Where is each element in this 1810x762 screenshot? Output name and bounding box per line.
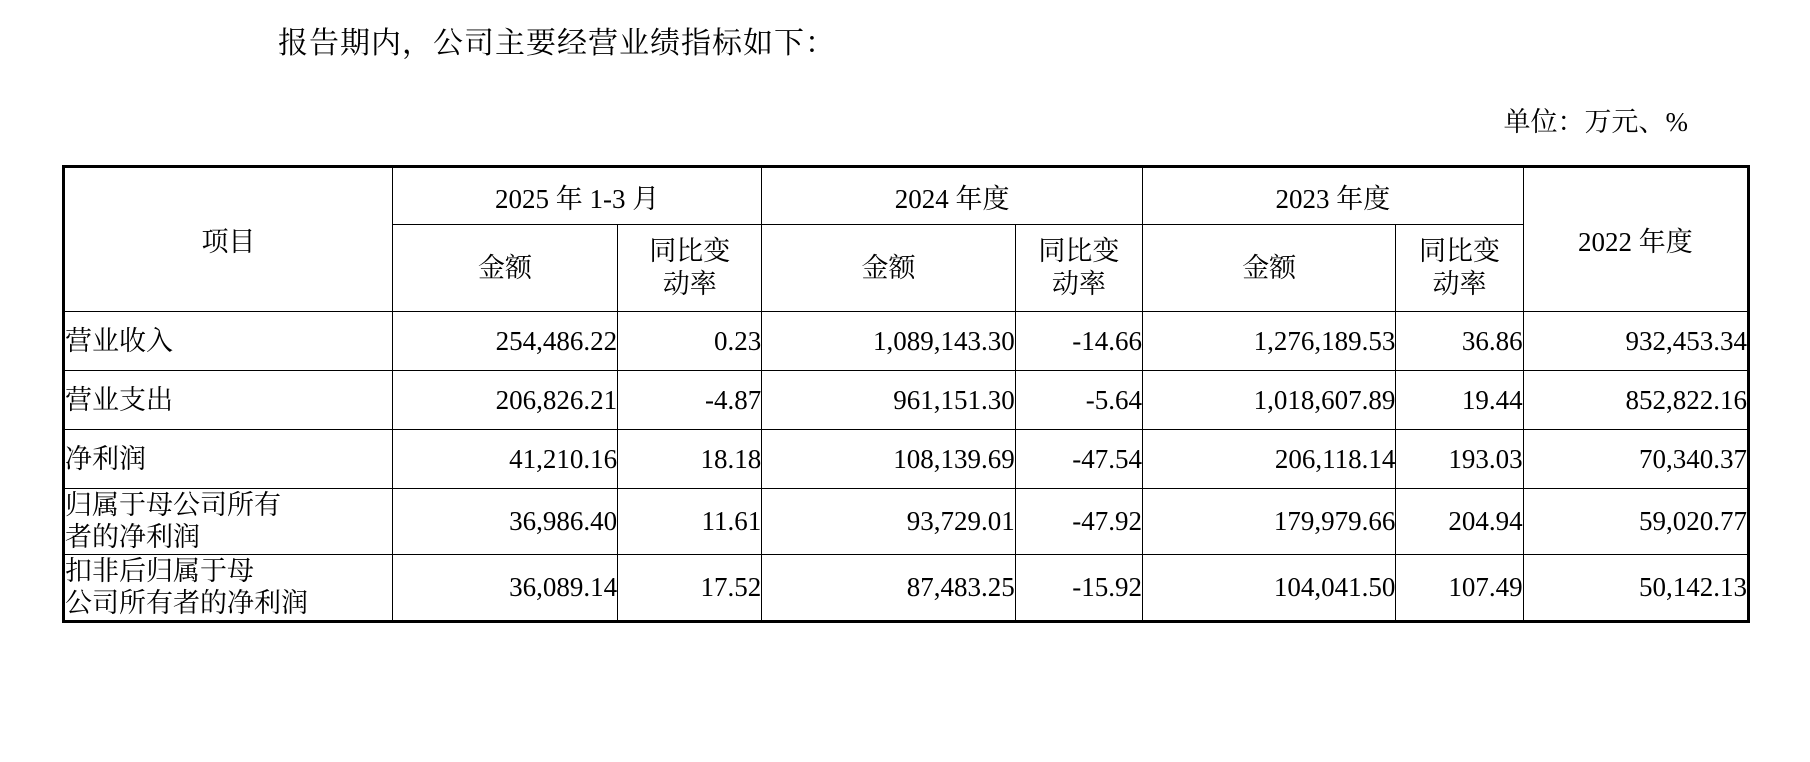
header-period-2022: 2022 年度 (1523, 167, 1748, 312)
cell-expense-2025-amount: 206,826.21 (392, 371, 617, 430)
cell-net-profit-2023-yoy: 193.03 (1396, 430, 1523, 489)
header-period-2025: 2025 年 1-3 月 (392, 167, 761, 225)
cell-parent-net-profit-2025-amount: 36,986.40 (392, 489, 617, 555)
cell-revenue-2024-amount: 1,089,143.30 (762, 312, 1015, 371)
cell-parent-net-profit-2024-amount: 93,729.01 (762, 489, 1015, 555)
cell-net-profit-2024-yoy: -47.54 (1015, 430, 1142, 489)
header-2025-yoy-line2: 动率 (662, 269, 717, 299)
row-label-expense: 营业支出 (64, 371, 393, 430)
cell-parent-net-profit-2024-yoy: -47.92 (1015, 489, 1142, 555)
cell-revenue-2024-yoy: -14.66 (1015, 312, 1142, 371)
performance-table-container (62, 165, 1750, 623)
row-label-parent-net-profit-line1: 归属于母公司所有 (65, 490, 281, 520)
unit-note: 单位：万元、% (1503, 107, 1688, 137)
cell-expense-2024-amount: 961,151.30 (762, 371, 1015, 430)
cell-parent-net-profit-2025-yoy: 11.61 (618, 489, 762, 555)
intro-paragraph: 报告期内，公司主要经营业绩指标如下： (278, 27, 836, 60)
header-period-2024: 2024 年度 (762, 167, 1143, 225)
row-label-adjusted-parent-net-profit-line2: 公司所有者的净利润 (65, 588, 308, 619)
cell-revenue-2025-yoy: 0.23 (618, 312, 762, 371)
performance-table (62, 165, 1750, 623)
cell-expense-2023-yoy: 19.44 (1396, 371, 1523, 430)
cell-adjusted-parent-net-profit-2024-yoy: -15.92 (1015, 554, 1142, 621)
cell-adjusted-parent-net-profit-2023-yoy: 107.49 (1396, 554, 1523, 621)
row-label-parent-net-profit (64, 489, 393, 555)
cell-revenue-2023-yoy: 36.86 (1396, 312, 1523, 371)
row-label-parent-net-profit-line2: 者的净利润 (65, 522, 200, 553)
row-label-net-profit: 净利润 (64, 430, 393, 489)
table-header (64, 167, 1749, 312)
table-row (64, 554, 1749, 621)
header-item: 项目 (64, 167, 393, 312)
header-period-2023: 2023 年度 (1142, 167, 1523, 225)
cell-net-profit-2023-amount: 206,118.14 (1142, 430, 1395, 489)
header-2023-yoy (1396, 225, 1523, 312)
cell-adjusted-parent-net-profit-2023-amount: 104,041.50 (1142, 554, 1395, 621)
row-label-adjusted-parent-net-profit-line1: 扣非后归属于母 (65, 555, 254, 586)
cell-adjusted-parent-net-profit-2025-yoy: 17.52 (618, 554, 762, 621)
header-2023-yoy-line2: 动率 (1432, 269, 1487, 299)
header-2023-amount: 金额 (1142, 225, 1395, 312)
cell-expense-2022-amount: 852,822.16 (1523, 371, 1748, 430)
header-2024-amount: 金额 (762, 225, 1015, 312)
cell-expense-2023-amount: 1,018,607.89 (1142, 371, 1395, 430)
header-2024-yoy-line1: 同比变 (1038, 236, 1120, 267)
header-2025-yoy (618, 225, 762, 312)
header-2024-yoy (1015, 225, 1142, 312)
cell-net-profit-2025-yoy: 18.18 (618, 430, 762, 489)
header-2024-yoy-line2: 动率 (1051, 269, 1106, 299)
cell-net-profit-2025-amount: 41,210.16 (392, 430, 617, 489)
cell-adjusted-parent-net-profit-2022-amount: 50,142.13 (1523, 554, 1748, 621)
cell-adjusted-parent-net-profit-2024-amount: 87,483.25 (762, 554, 1015, 621)
cell-expense-2024-yoy: -5.64 (1015, 371, 1142, 430)
cell-parent-net-profit-2023-yoy: 204.94 (1396, 489, 1523, 555)
table-header-row-periods (64, 167, 1749, 225)
header-2023-yoy-line1: 同比变 (1419, 236, 1501, 267)
cell-revenue-2023-amount: 1,276,189.53 (1142, 312, 1395, 371)
table-body (64, 312, 1749, 622)
cell-parent-net-profit-2023-amount: 179,979.66 (1142, 489, 1395, 555)
table-row (64, 371, 1749, 430)
cell-revenue-2025-amount: 254,486.22 (392, 312, 617, 371)
cell-net-profit-2024-amount: 108,139.69 (762, 430, 1015, 489)
header-2025-yoy-line1: 同比变 (649, 236, 731, 267)
row-label-adjusted-parent-net-profit (64, 554, 393, 621)
cell-expense-2025-yoy: -4.87 (618, 371, 762, 430)
cell-net-profit-2022-amount: 70,340.37 (1523, 430, 1748, 489)
table-row (64, 312, 1749, 371)
cell-parent-net-profit-2022-amount: 59,020.77 (1523, 489, 1748, 555)
cell-adjusted-parent-net-profit-2025-amount: 36,089.14 (392, 554, 617, 621)
table-row (64, 489, 1749, 555)
header-2025-amount: 金额 (392, 225, 617, 312)
table-row (64, 430, 1749, 489)
cell-revenue-2022-amount: 932,453.34 (1523, 312, 1748, 371)
row-label-revenue: 营业收入 (64, 312, 393, 371)
